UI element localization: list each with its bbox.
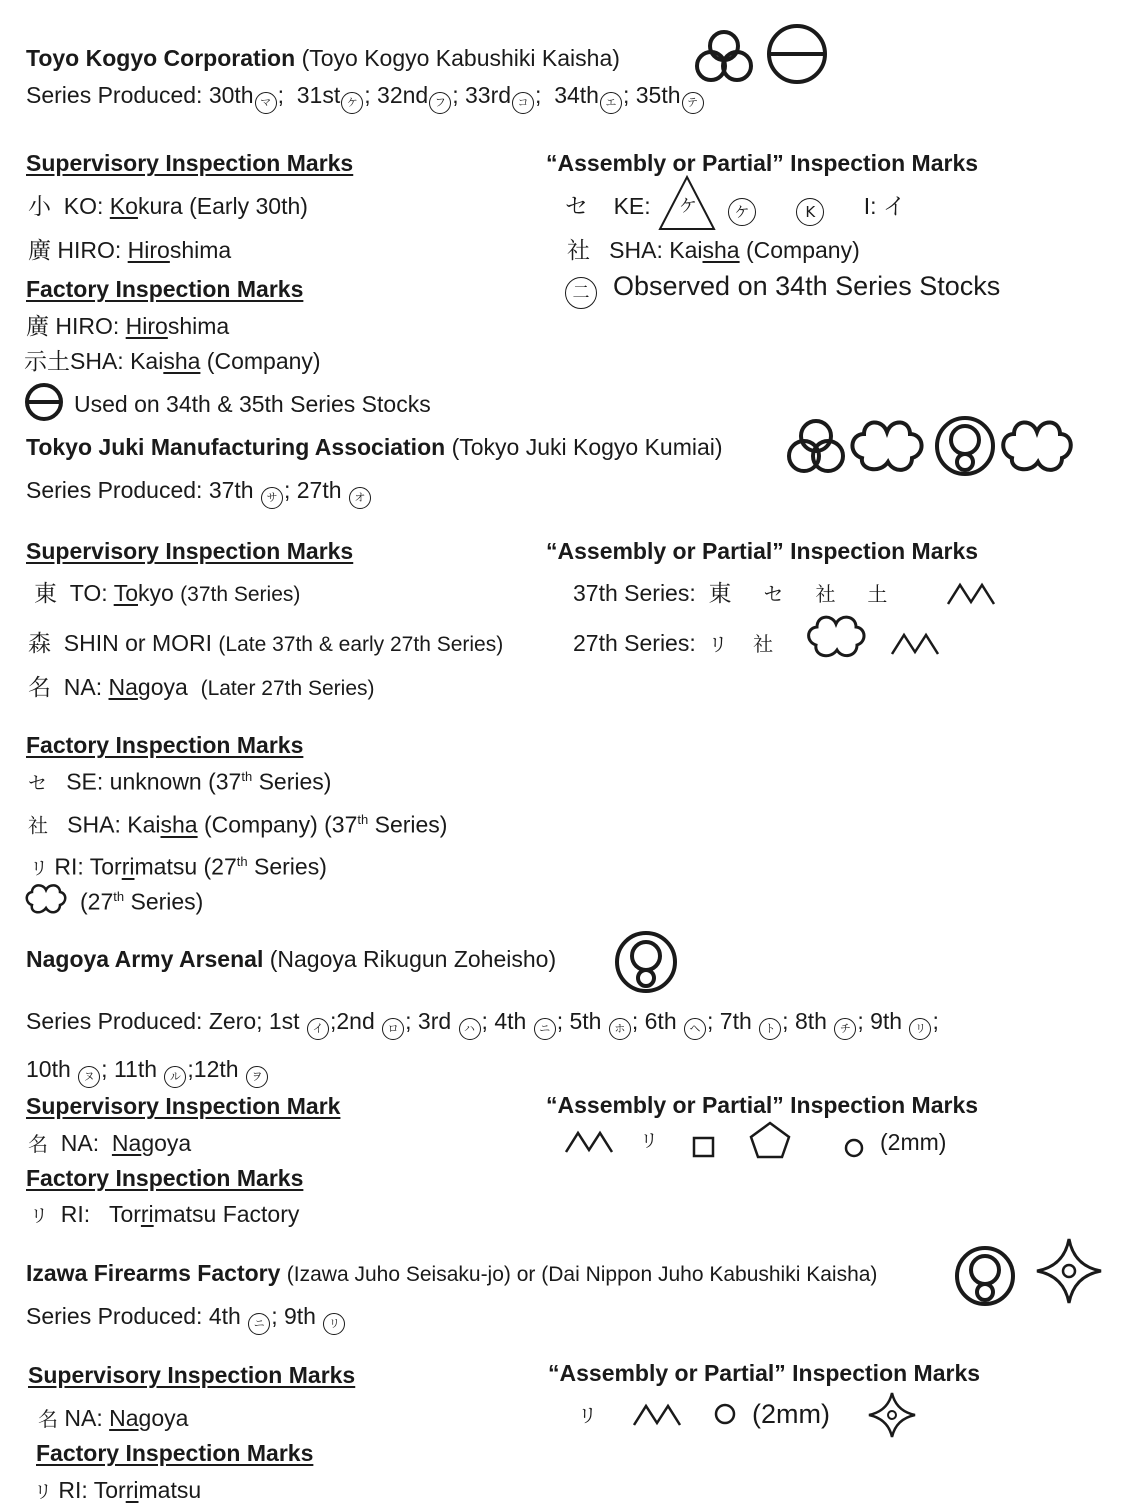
toyo-asm-row-3: 二 Observed on 34th Series Stocks bbox=[564, 273, 1000, 309]
m-zigzag-icon bbox=[890, 632, 940, 656]
ring-bar-icon bbox=[24, 382, 66, 424]
izawa-asm-size: (2mm) bbox=[752, 1399, 830, 1429]
flower-cloud-icon bbox=[804, 612, 868, 660]
tokyo-series-line: Series Produced: 37th サ ; 27th オ bbox=[26, 479, 372, 509]
katakana-mark-icon: ニ bbox=[534, 1018, 556, 1040]
nagoya-fac-row-1: リ RI: Torrimatsu Factory bbox=[30, 1201, 300, 1227]
katakana-mark-icon: ヲ bbox=[246, 1066, 268, 1088]
katakana-mark-icon: フ bbox=[429, 92, 451, 114]
izawa-factory-heading: Factory Inspection Marks bbox=[36, 1440, 314, 1466]
ring-in-ring-icon bbox=[952, 1244, 1018, 1308]
katakana-mark-icon: ル bbox=[164, 1066, 186, 1088]
katakana-mark-icon: リ bbox=[323, 1313, 345, 1335]
toyo-fac-row-3: Used on 34th & 35th Series Stocks bbox=[74, 391, 431, 417]
tokyo-asm-row-2: 27th Series: リ 社 bbox=[573, 630, 774, 656]
toyo-factory-heading: Factory Inspection Marks bbox=[26, 276, 304, 302]
tokyo-logos bbox=[784, 414, 1074, 478]
izawa-asm-ri: リ bbox=[578, 1405, 598, 1427]
izawa-title: Izawa Firearms Factory (Izawa Juho Seisaku-jo) or (Dai Nippon Juho Kabushiki Kaisha) bbox=[26, 1260, 878, 1286]
ring-in-ring-icon bbox=[612, 930, 680, 994]
tokyo-factory-heading: Factory Inspection Marks bbox=[26, 732, 304, 758]
nagoya-series-line-2: 10th ヌ ; 11th ル ;12th ヲ bbox=[26, 1058, 269, 1088]
ring-bar-icon bbox=[769, 26, 825, 82]
square-icon bbox=[692, 1136, 716, 1158]
toyo-series-line: Series Produced: 30th マ ; 31st ケ ; 32nd フ ; 33rd コ ; 34th エ ; 35th テ bbox=[26, 84, 705, 114]
m-zigzag-icon bbox=[564, 1130, 614, 1154]
tokyo-supervisory-heading: Supervisory Inspection Marks bbox=[26, 538, 354, 564]
k-mark-icon: K bbox=[796, 198, 824, 226]
katakana-mark-icon: イ bbox=[307, 1018, 329, 1040]
toyo-sup-row-2: 廣 HIRO: Hiroshima bbox=[28, 237, 232, 264]
nagoya-asm-size: (2mm) bbox=[880, 1129, 947, 1155]
toyo-fac-row-1: 廣 HIRO: Hiroshima bbox=[26, 313, 230, 340]
katakana-mark-icon: ハ bbox=[459, 1018, 481, 1040]
ring-in-ring-icon bbox=[937, 418, 993, 474]
katakana-mark-icon: ケ bbox=[341, 92, 363, 114]
tokyo-title: Tokyo Juki Manufacturing Association (Tokyo Juki Kogyo Kumiai) bbox=[26, 434, 723, 460]
katakana-mark-icon: ホ bbox=[609, 1018, 631, 1040]
tokyo-assembly-heading: “Assembly or Partial” Inspection Marks bbox=[546, 538, 979, 564]
toyo-asm-row-1b: ケ K I: イ bbox=[727, 195, 906, 226]
toyo-title: Toyo Kogyo Corporation (Toyo Kogyo Kabushiki Kaisha) bbox=[26, 45, 620, 71]
tokyo-fac-row-2: 社 SHA: Kaisha (Company) (37th Series) bbox=[28, 811, 448, 838]
toyo-asm-row-2: 社 SHA: Kaisha (Company) bbox=[567, 237, 860, 264]
katakana-mark-icon: ト bbox=[759, 1018, 781, 1040]
katakana-mark-icon: コ bbox=[512, 92, 534, 114]
katakana-mark-icon: ロ bbox=[382, 1018, 404, 1040]
flower-cloud-icon bbox=[852, 422, 921, 469]
izawa-sup-row-1: 名 NA: Nagoya bbox=[38, 1405, 189, 1431]
katakana-mark-icon: テ bbox=[682, 92, 704, 114]
triangle-ke-text: ケ bbox=[679, 196, 697, 217]
katakana-mark-icon: エ bbox=[600, 92, 622, 114]
nagoya-assembly-heading: “Assembly or Partial” Inspection Marks bbox=[546, 1092, 979, 1118]
triple-ring-icon bbox=[789, 421, 843, 471]
nagoya-asm-ri: リ bbox=[640, 1131, 658, 1152]
tokyo-sup-row-1: 東 TO: Tokyo (37th Series) bbox=[34, 580, 301, 607]
toyo-supervisory-heading: Supervisory Inspection Marks bbox=[26, 150, 354, 176]
katakana-mark-icon: マ bbox=[255, 92, 277, 114]
nagoya-title: Nagoya Army Arsenal (Nagoya Rikugun Zoheisho) bbox=[26, 946, 557, 972]
toyo-asm-row-1: セ KE: bbox=[565, 193, 651, 220]
katakana-mark-icon: チ bbox=[834, 1018, 856, 1040]
izawa-series-line: Series Produced: 4th ニ ; 9th リ bbox=[26, 1305, 346, 1335]
tokyo-asm-row-1: 37th Series: 東 セ 社 土 bbox=[573, 580, 888, 607]
flower-cloud-icon bbox=[24, 882, 68, 918]
tokyo-fac-row-1: セ SE: unknown (37th Series) bbox=[28, 768, 332, 795]
toyo-fac-row-2: 示土SHA: Kaisha (Company) bbox=[24, 348, 321, 375]
izawa-supervisory-heading: Supervisory Inspection Marks bbox=[28, 1362, 356, 1388]
toyo-assembly-heading: “Assembly or Partial” Inspection Marks bbox=[546, 150, 979, 176]
toyo-logos bbox=[690, 24, 830, 86]
nagoya-factory-heading: Factory Inspection Marks bbox=[26, 1165, 304, 1191]
nagoya-supervisory-heading: Supervisory Inspection Mark bbox=[26, 1093, 341, 1119]
toyo-sup-row-1: 小 KO: Kokura (Early 30th) bbox=[28, 193, 308, 220]
star-diamond-icon bbox=[1034, 1236, 1104, 1306]
nagoya-sup-row-1: 名 NA: Nagoya bbox=[28, 1130, 192, 1156]
pentagon-icon bbox=[748, 1120, 792, 1160]
katakana-mark-icon: オ bbox=[349, 487, 371, 509]
tokyo-sup-row-2: 森 SHIN or MORI (Late 37th & early 27th Series) bbox=[28, 630, 504, 657]
flower-cloud-icon bbox=[1003, 422, 1071, 469]
triple-ring-icon bbox=[697, 32, 751, 80]
m-zigzag-icon bbox=[946, 582, 996, 606]
tokyo-fac-row-3: リ RI: Torrimatsu (27th Series) bbox=[30, 853, 327, 880]
small-circle-icon bbox=[713, 1402, 737, 1426]
small-circle-icon bbox=[843, 1137, 865, 1159]
ni-mark-icon: 二 bbox=[565, 277, 597, 309]
izawa-fac-row-1: リ RI: Torrimatsu bbox=[34, 1477, 202, 1503]
katakana-mark-icon: サ bbox=[261, 487, 283, 509]
m-zigzag-icon bbox=[632, 1403, 682, 1427]
izawa-assembly-heading: “Assembly or Partial” Inspection Marks bbox=[548, 1360, 981, 1386]
tokyo-sup-row-3: 名 NA: Nagoya (Later 27th Series) bbox=[28, 674, 375, 701]
star-diamond-icon bbox=[866, 1390, 918, 1440]
katakana-mark-icon: ヌ bbox=[78, 1066, 100, 1088]
katakana-mark-icon: ケ bbox=[728, 198, 756, 226]
katakana-mark-icon: ヘ bbox=[684, 1018, 706, 1040]
katakana-mark-icon: リ bbox=[909, 1018, 931, 1040]
nagoya-series-line-1: Series Produced: Zero; 1st イ ;2nd ロ ; 3rd ハ ; 4th ニ ; 5th ホ ; 6th ヘ ; 7th ト ; 8th チ ; 9th リ ; bbox=[26, 1010, 939, 1040]
katakana-mark-icon: ニ bbox=[248, 1313, 270, 1335]
tokyo-fac-row-4: (27th Series) bbox=[80, 888, 204, 915]
